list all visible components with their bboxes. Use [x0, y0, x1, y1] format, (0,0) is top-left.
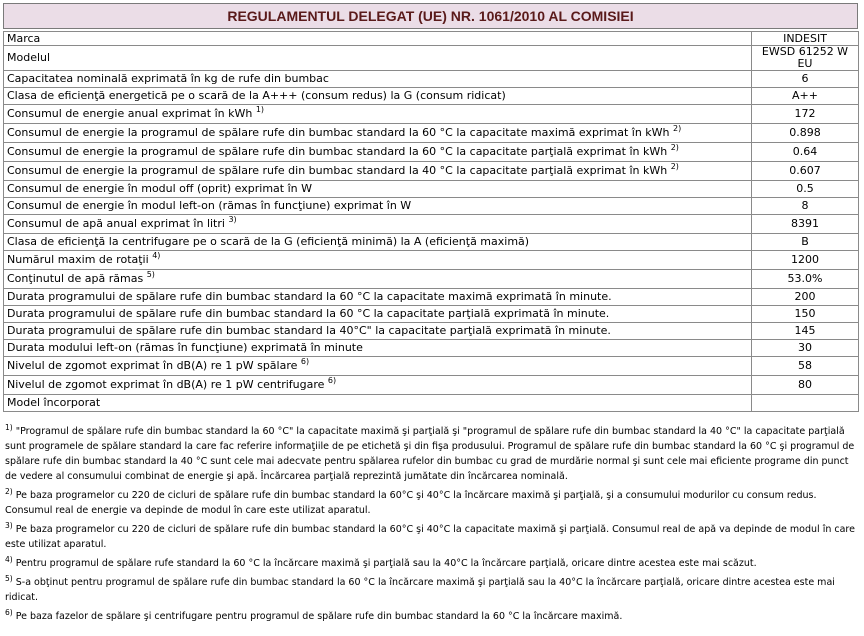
footnote-mark: 2): [5, 487, 13, 496]
row-value: 8391: [752, 215, 859, 234]
row-label: Model încorporat: [4, 395, 752, 412]
table-row: [4, 198, 859, 215]
table-row: [4, 395, 859, 412]
table-row: [4, 323, 859, 340]
row-value: 0.64: [752, 143, 859, 162]
row-label: Durata programului de spălare rufe din bumbac standard la 60 °C la capacitate maximă exprimată în minute.: [4, 289, 752, 306]
row-value: 80: [752, 376, 859, 395]
row-value: 172: [752, 105, 859, 124]
footnote-text: Pe baza programelor cu 220 de cicluri de spălare rufe din bumbac standard la 60°C şi 40°C la capacitate maximă şi parţială. Consumul real de apă va depinde de modul în care este utilizat aparatul.: [5, 524, 855, 550]
footnote-mark: 4): [5, 555, 13, 564]
row-value: 200: [752, 289, 859, 306]
row-label: Marca: [4, 32, 752, 46]
table-row: [4, 124, 859, 143]
footnote: [5, 556, 857, 571]
row-value: EWSD 61252 W EU: [752, 46, 859, 71]
footnote-text: Pe baza fazelor de spălare şi centrifugare pentru programul de spălare rufe din bumbac standard la 60 °C la încărcare maximă.: [15, 611, 623, 622]
row-value: 53.0%: [752, 270, 859, 289]
footnote-mark: 6): [5, 608, 13, 617]
row-label: Consumul de energie în modul off (oprit) exprimat în W: [4, 181, 752, 198]
table-row: [4, 376, 859, 395]
row-label: Clasa de eficienţă energetică pe o scară de la A+++ (consum redus) la G (consum ridicat): [4, 88, 752, 105]
table-row: [4, 71, 859, 88]
row-value: 8: [752, 198, 859, 215]
footnote: [5, 609, 857, 624]
footnote-mark: 3): [5, 521, 13, 530]
footnote: [5, 488, 857, 518]
table-row: [4, 32, 859, 46]
row-label: Consumul de energie anual exprimat în kWh $^{1)}$: [4, 105, 752, 124]
row-value: 0.607: [752, 162, 859, 181]
row-label: Consumul de energie la programul de spălare rufe din bumbac standard la 40 °C la capacitate parţială exprimat în kWh $^{2)}$: [4, 162, 752, 181]
row-label: Nivelul de zgomot exprimat în dB(A) re 1 pW centrifugare $^{6)}$: [4, 376, 752, 395]
footnote-mark: 5): [5, 574, 13, 583]
row-value: INDESIT: [752, 32, 859, 46]
row-value: 30: [752, 340, 859, 357]
table-row: [4, 289, 859, 306]
row-label: Durata modului left-on (rămas în funcţiune) exprimată în minute: [4, 340, 752, 357]
footnote: [5, 575, 857, 605]
row-label: Capacitatea nominală exprimată în kg de rufe din bumbac: [4, 71, 752, 88]
footnote-text: Pentru programul de spălare rufe standard la 60 °C la încărcare maximă şi parţială sau la 40°C la încărcare parţială, oricare dintre acestea este mai scăzut.: [15, 558, 757, 569]
row-value: 0.898: [752, 124, 859, 143]
row-label: Consumul de energie la programul de spălare rufe din bumbac standard la 60 °C la capacitate parţială exprimat în kWh $^{2)}$: [4, 143, 752, 162]
row-value: 150: [752, 306, 859, 323]
footnote: [5, 522, 857, 552]
document-title: REGULAMENTUL DELEGAT (UE) NR. 1061/2010 AL COMISIEI: [3, 3, 858, 29]
row-label: Clasa de eficienţă la centrifugare pe o scară de la G (eficienţă minimă) la A (eficienţă maximă): [4, 234, 752, 251]
table-row: [4, 340, 859, 357]
footnote-text: "Programul de spălare rufe din bumbac standard la 60 °C" la capacitate maximă şi parţială şi "programul de spălare rufe din bumbac standard la 40 °C" la capacitate parţială sunt programele de spălare standard la care fac referire informaţiile de pe etichetă şi din fişa produsului. Programul de spălare rufe din bumbac standard la 60 °C şi programul de spălare rufe din bumbac standard la 40 °C sunt cele mai adecvate pentru spălarea rufelor din bumbac cu grad de murdărie normal şi sunt cele mai eficiente programe din punct de vedere al consumului combinat de energie şi apă. Încărcarea parţială reprezintă jumătate din încărcarea nominală.: [5, 426, 855, 482]
table-row: [4, 234, 859, 251]
table-row: [4, 181, 859, 198]
table-row: [4, 306, 859, 323]
footnote-mark: 1): [5, 423, 13, 432]
row-value: [752, 395, 859, 412]
row-label: Numărul maxim de rotaţii $^{4)}$: [4, 251, 752, 270]
table-row: [4, 46, 859, 71]
row-value: 1200: [752, 251, 859, 270]
row-value: 145: [752, 323, 859, 340]
table-row: [4, 105, 859, 124]
spec-table: [3, 31, 859, 412]
row-label: Durata programului de spălare rufe din bumbac standard la 60 °C la capacitate parţială exprimată în minute.: [4, 306, 752, 323]
row-label: Consumul de energie la programul de spălare rufe din bumbac standard la 60 °C la capacitate maximă exprimat în kWh $^{2)}$: [4, 124, 752, 143]
footnote: [5, 424, 857, 484]
row-value: 6: [752, 71, 859, 88]
table-row: [4, 215, 859, 234]
footnote-text: Pe baza programelor cu 220 de cicluri de spălare rufe din bumbac standard la 60°C şi 40°C la încărcare maximă şi parţială, şi a consumului modurilor cu consum redus. Consumul real de energie va depinde de modul în care este utilizat aparatul.: [5, 490, 817, 516]
table-row: [4, 162, 859, 181]
row-value: A++: [752, 88, 859, 105]
row-label: Nivelul de zgomot exprimat în dB(A) re 1 pW spălare $^{6)}$: [4, 357, 752, 376]
footnote-text: S-a obţinut pentru programul de spălare rufe din bumbac standard la 60 °C la încărcare maximă şi parţială sau la 40°C la încărcare parţială, oricare dintre acestea este mai ridicat.: [5, 577, 835, 603]
row-value: 0.5: [752, 181, 859, 198]
table-row: [4, 357, 859, 376]
row-label: Durata programului de spălare rufe din bumbac standard la 40°C" la capacitate parţială exprimată în minute.: [4, 323, 752, 340]
row-label: Consumul de energie în modul left-on (rămas în funcţiune) exprimat în W: [4, 198, 752, 215]
table-row: [4, 251, 859, 270]
row-label: Consumul de apă anual exprimat în litri $^{3)}$: [4, 215, 752, 234]
row-value: 58: [752, 357, 859, 376]
row-label: Modelul: [4, 46, 752, 71]
row-value: B: [752, 234, 859, 251]
row-label: Conţinutul de apă rămas $^{5)}$: [4, 270, 752, 289]
table-row: [4, 270, 859, 289]
table-row: [4, 143, 859, 162]
table-row: [4, 88, 859, 105]
footnotes: [5, 424, 857, 628]
